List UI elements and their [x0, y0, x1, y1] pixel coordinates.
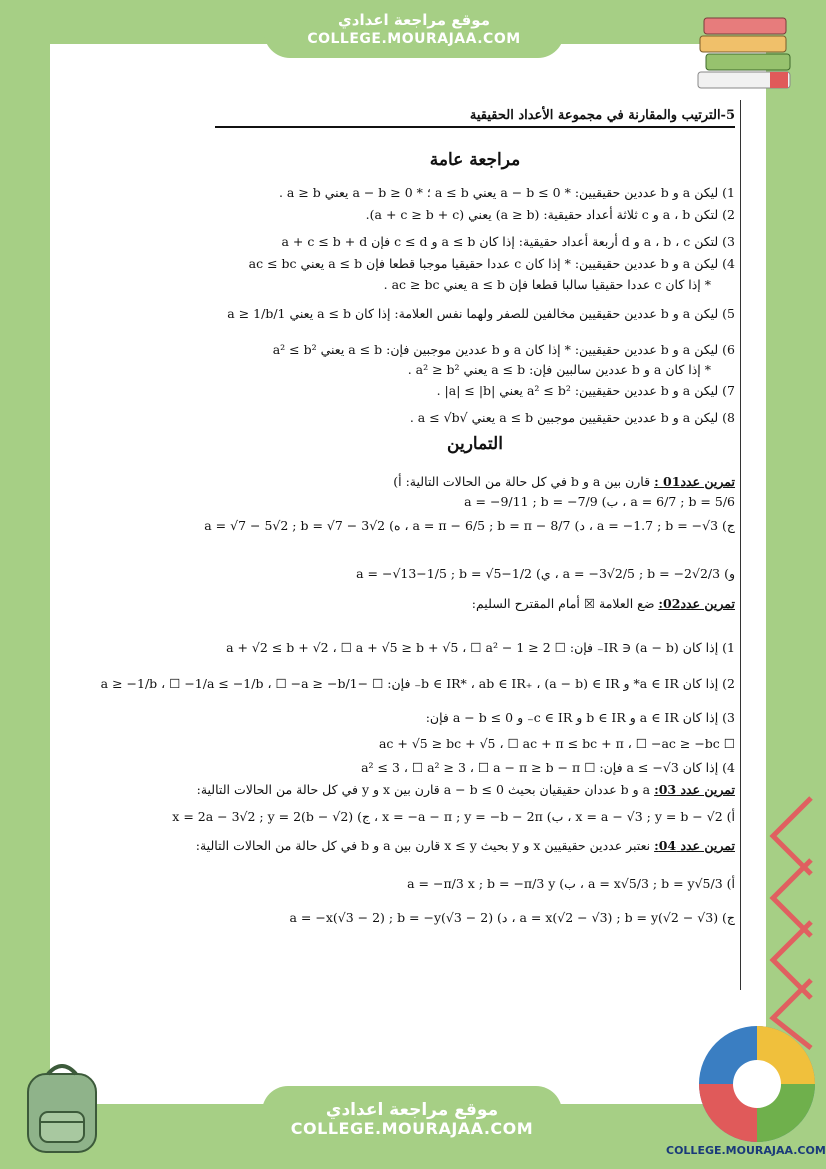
ex2-title: تمرين عدد02:: [658, 596, 735, 611]
exercises-title: التمارين: [447, 434, 503, 454]
ex2-line-4[interactable]: ☐ ac + √5 ≥ bc + √5 ، ☐ ac + π ≤ bc + π ، ☐ −ac ≥ −bc: [378, 736, 735, 751]
rule-4b: * إذا كان c عددا حقيقيا سالبا قطعا فإن a ≤ b يعني ac ≥ bc .: [383, 277, 711, 292]
ex2-header: [472, 596, 735, 612]
chevron-icon: [733, 790, 819, 1050]
ex4-header: [196, 838, 735, 854]
ex2-line-1[interactable]: 1) إذا كان (a − b) ∈ IR₋ فإن: ☐ a + √2 ≤ b + √2 ، ☐ a + √5 ≥ b + √5 ، ☐ a² − 1 ≥ 2: [226, 640, 735, 655]
rule-6b: * إذا كان a و b عددين سالبين فإن: a ≤ b يعني a² ≥ b² .: [407, 362, 711, 377]
ex3-title: تمرين عدد 03:: [654, 782, 735, 797]
rule-8: 8) ليكن a و b عددين حقيقيين موجبين a ≤ b يعني √a ≤ √b .: [409, 410, 735, 425]
ex3-line-1: أ) x = a − √3 ; y = b − √2 ، ب) x = −a − π ; y = −b − 2π ، ج) x = 2a − 3√2 ; y = 2(b − √2): [172, 809, 735, 824]
ex4-prompt: نعتبر عددين حقيقيين x و y بحيث x ≤ y قارن بين a و b في كل حالة من الحالات التالية:: [195, 838, 651, 853]
footer-domain[interactable]: COLLEGE.MOURAJAA.COM: [290, 1119, 534, 1138]
site-domain[interactable]: COLLEGE.MOURAJAA.COM: [307, 31, 521, 47]
rule-3: 3) لتكن a ، b ، c و d أربعة أعداد حقيقية: إذا كان a ≤ b و c ≤ d فإن a + c ≤ b + d: [281, 234, 735, 249]
ex1-line-2: ج) a = −1.7 ; b = −√3 ، د) a = π − 6/5 ; b = π − 8/7 ، ه) a = √7 − 5√2 ; b = √7 − 3√2: [204, 518, 735, 533]
site-header-tab[interactable]: [264, 0, 564, 58]
footer-brand-label[interactable]: COLLEGE.MOURAJAA.COM: [666, 1144, 826, 1157]
rule-6: 6) ليكن a و b عددين حقيقيين: * إذا كان a و b عددين موجبين فإن: a ≤ b يعني a² ≤ b²: [272, 342, 735, 357]
ex1-line-1: a = 6/7 ; b = 5/6 ، ب) a = −9/11 ; b = −7/9: [464, 494, 735, 509]
ex3-prompt: a و b عددان حقيقيان بحيث a − b ≤ 0 قارن بين x و y في كل حالة من الحالات التالية:: [196, 782, 651, 797]
ex2-line-3: 3) إذا كان a ∈ IR و b ∈ IR و c ∈ IR₋ و a − b ≤ 0 فإن:: [425, 710, 735, 725]
rule-1: 1) ليكن a و b عددين حقيقيين: * a − b ≤ 0 يعني a ≤ b ؛ * a − b ≥ 0 يعني a ≥ b .: [278, 185, 735, 200]
ex3-header: [197, 782, 735, 798]
section-title: 5-الترتيب والمقارنة في مجموعة الأعداد الحقيقية: [215, 108, 735, 128]
books-icon: [692, 6, 804, 92]
rule-5: 5) ليكن a و b عددين حقيقيين مخالفين للصفر ولهما نفس العلامة: إذا كان a ≤ b يعني 1/a ≥ 1/b: [227, 306, 735, 321]
rule-7: 7) ليكن a و b عددين حقيقيين: a² ≤ b² يعني |a| ≤ |b| .: [436, 383, 735, 398]
school-circle-icon: [694, 1024, 820, 1144]
ex1-prompt: قارن بين a و b في كل حالة من الحالات التالية: أ): [393, 474, 651, 489]
ex2-prompt: ضع العلامة ☒ أمام المقترح السليم:: [471, 596, 655, 611]
ex1-header: [393, 474, 735, 490]
review-title: مراجعة عامة: [429, 150, 521, 170]
ex2-line-2[interactable]: 2) إذا كان a ∈ IR* و b ∈ IR* ، ab ∈ IR₊ ، (a − b) ∈ IR₋ فإن: ☐ −1/a ≥ −1/b ، ☐ −1/a ≤ −1/b ، ☐ −a ≥ −b: [100, 676, 735, 691]
ex4-line-1: أ) a = x√5/3 ; b = y√5/3 ، ب) a = −π/3 x ; b = −π/3 y: [407, 876, 735, 891]
footer-arabic-name: موقع مراجعة اعدادي: [325, 1100, 499, 1120]
rule-2: 2) لتكن a ، b و c ثلاثة أعداد حقيقية: (a ≥ b) يعني (a + c ≥ b + c).: [365, 207, 735, 222]
backpack-icon: [14, 1056, 110, 1156]
ex2-line-5[interactable]: 4) إذا كان a ≤ −√3 فإن: ☐ a² ≤ 3 ، ☐ a² ≥ 3 ، ☐ a − π ≥ b − π: [361, 760, 735, 775]
rule-4: 4) ليكن a و b عددين حقيقيين: * إذا كان c عددا حقيقيا موجبا قطعا فإن a ≤ b يعني ac ≤ bc: [248, 256, 735, 271]
site-footer-tab[interactable]: [262, 1086, 562, 1169]
ex4-title: تمرين عدد 04:: [654, 838, 735, 853]
ex4-line-2: ج) a = x(√2 − √3) ; b = y(√2 − √3) ، د) a = −x(√3 − 2) ; b = −y(√3 − 2): [289, 910, 735, 925]
site-arabic-name: موقع مراجعة اعدادي: [338, 11, 490, 29]
ex1-line-3: و) a = −3√2/5 ; b = −2√2/3 ، ي) a = −√13−1/5 ; b = √5−1/2: [356, 566, 735, 581]
ex1-title: تمرين عدد01 :: [654, 474, 735, 489]
